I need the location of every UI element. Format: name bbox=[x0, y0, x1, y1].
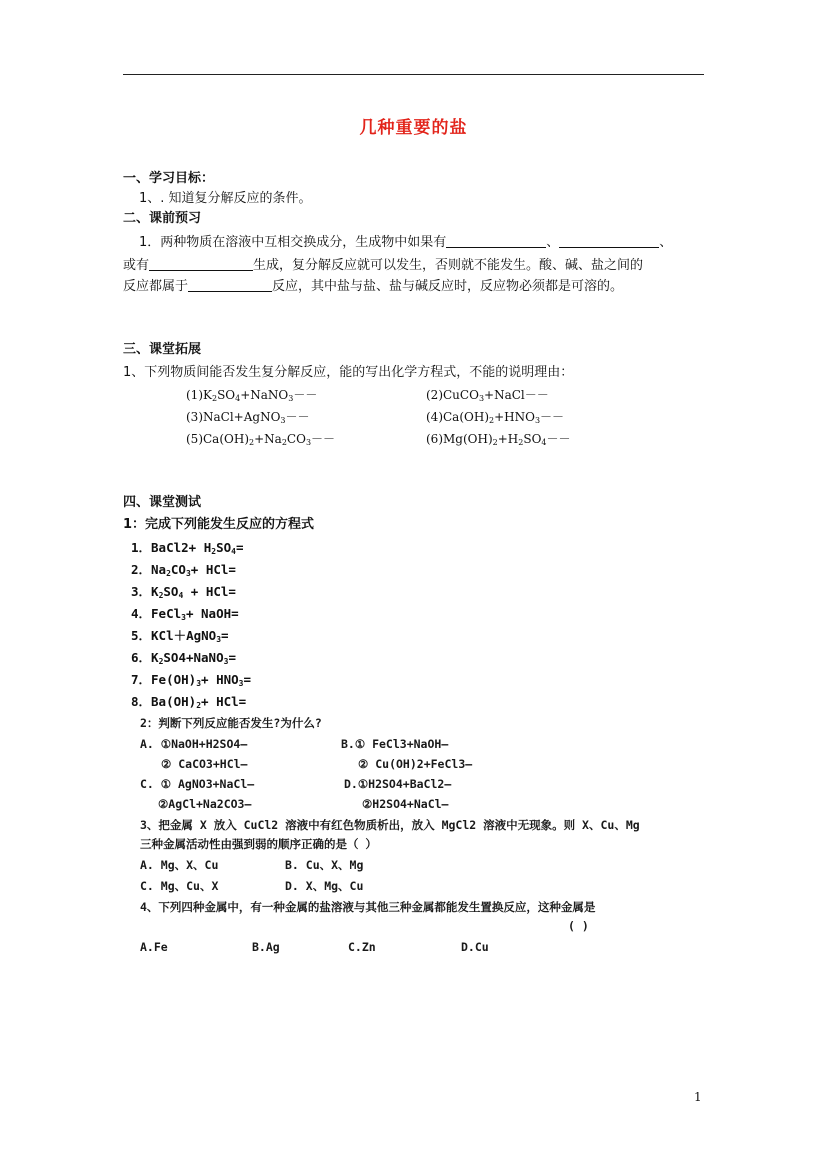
fill-blank[interactable] bbox=[188, 277, 272, 292]
subscript: 2 bbox=[158, 591, 164, 600]
formula-part: －－ bbox=[311, 432, 336, 446]
reaction-6 bbox=[426, 430, 571, 448]
fill-blank[interactable] bbox=[446, 233, 546, 248]
formula-part: = bbox=[243, 672, 252, 687]
section-heading-extension: 三、课堂拓展 bbox=[123, 342, 202, 357]
question-4-line-1: 4、下列四种金属中，有一种金属的盐溶液与其他三种金属都能发生置换反应，这种金属是 bbox=[140, 900, 596, 914]
reaction-3 bbox=[186, 408, 310, 426]
subscript: 2 bbox=[211, 547, 217, 556]
subscript: 3 bbox=[223, 657, 229, 666]
formula-part: －－ bbox=[546, 432, 571, 446]
question-2-title: 2：判断下列反应能否发生?为什么? bbox=[140, 716, 322, 730]
q4-option-c: C.Zn bbox=[348, 940, 376, 954]
q2-option-b1: B.① FeCl3+NaOH— bbox=[341, 737, 449, 751]
formula-part: + NaOH= bbox=[185, 606, 239, 621]
formula-part: 2．Na bbox=[131, 562, 167, 577]
formula-part: 3．K bbox=[131, 584, 159, 599]
subscript: 4 bbox=[178, 591, 184, 600]
formula-part: +NaCl－－ bbox=[484, 388, 549, 402]
page-number: 1 bbox=[694, 1090, 702, 1104]
preview-line-2 bbox=[123, 256, 643, 275]
subscript: 3 bbox=[196, 679, 202, 688]
formula-part: －－ bbox=[285, 410, 310, 424]
formula-part: (4)Ca(OH) bbox=[426, 410, 489, 424]
formula-part: = bbox=[221, 628, 229, 643]
section-heading-goals: 一、学习目标： bbox=[123, 171, 215, 186]
subscript: 2 bbox=[158, 657, 164, 666]
formula-part: 8．Ba(OH) bbox=[131, 694, 197, 709]
formula-part: －－ bbox=[293, 388, 318, 402]
formula-part: 5．KCl＋AgNO bbox=[131, 628, 217, 643]
formula-part: +Na bbox=[254, 432, 282, 446]
section-heading-test: 四、课堂测试 bbox=[123, 495, 202, 510]
question-3-line-1: 3、把金属 X 放入 CuCl2 溶液中有红色物质析出，放入 MgCl2 溶液中无现象。则 X、Cu、Mg bbox=[140, 818, 640, 832]
formula-part: (5)Ca(OH) bbox=[186, 432, 249, 446]
q3-option-c: C. Mg、Cu、X bbox=[140, 879, 219, 893]
formula-part: +H bbox=[497, 432, 519, 446]
section-heading-preview: 二、课前预习 bbox=[123, 211, 202, 226]
formula-part: －－ bbox=[540, 410, 565, 424]
formula-part: 6．K bbox=[131, 650, 159, 665]
subscript: 2 bbox=[166, 569, 171, 578]
equation-7 bbox=[131, 671, 251, 689]
subscript: 3 bbox=[478, 394, 485, 403]
q2-option-d1: D.①H2SO4+BaCl2— bbox=[344, 777, 452, 791]
question-4-answer-paren: ( ) bbox=[568, 919, 589, 933]
equation-5 bbox=[131, 627, 229, 645]
q2-option-c1: C. ① AgNO3+NaCl— bbox=[140, 777, 255, 791]
subscript: 3 bbox=[216, 635, 222, 644]
preview-text: 或有 bbox=[123, 258, 150, 273]
subscript: 2 bbox=[518, 438, 524, 447]
subscript: 4 bbox=[231, 547, 236, 556]
q4-option-a: A.Fe bbox=[140, 940, 168, 954]
page-title: 几种重要的盐 bbox=[359, 118, 468, 138]
q4-option-b: B.Ag bbox=[252, 940, 280, 954]
subscript: 2 bbox=[196, 701, 202, 710]
subscript: 2 bbox=[249, 438, 255, 447]
equation-2 bbox=[131, 561, 236, 579]
q2-option-a2: ② CaCO3+HCl— bbox=[161, 757, 248, 771]
subscript: 3 bbox=[238, 679, 244, 688]
equation-3 bbox=[131, 583, 236, 601]
formula-part: SO bbox=[217, 388, 236, 402]
equation-4 bbox=[131, 605, 239, 623]
formula-part: (3)NaCl+AgNO bbox=[186, 410, 281, 424]
formula-part: + HCl= bbox=[183, 584, 236, 599]
reaction-5 bbox=[186, 430, 335, 448]
formula-part: SO bbox=[523, 432, 542, 446]
preview-line-1 bbox=[139, 233, 672, 252]
subscript: 3 bbox=[305, 438, 312, 447]
formula-part: + HCl= bbox=[201, 694, 247, 709]
formula-part: +HNO bbox=[494, 410, 535, 424]
formula-part: (1)K bbox=[186, 388, 212, 402]
preview-text: 生成，复分解反应就可以发生，否则就不能发生。酸、碱、盐之间的 bbox=[253, 258, 644, 273]
subscript: 3 bbox=[181, 613, 186, 622]
subscript: 3 bbox=[185, 569, 191, 578]
formula-part: 4．FeCl bbox=[131, 606, 182, 621]
fill-blank[interactable] bbox=[149, 256, 253, 271]
preview-text: 反应，其中盐与盐、盐与碱反应时，反应物必须都是可溶的。 bbox=[272, 279, 624, 294]
reaction-1 bbox=[186, 386, 317, 404]
q3-option-d: D. X、Mg、Cu bbox=[285, 879, 364, 893]
subscript: 3 bbox=[534, 416, 541, 425]
formula-part: = bbox=[235, 540, 244, 555]
q3-option-b: B. Cu、X、Mg bbox=[285, 858, 364, 872]
subscript: 4 bbox=[541, 438, 547, 447]
formula-part: SO bbox=[163, 584, 179, 599]
equation-6 bbox=[131, 649, 236, 667]
subscript: 3 bbox=[288, 394, 294, 403]
formula-part: SO bbox=[216, 540, 232, 555]
formula-part: = bbox=[228, 650, 236, 665]
preview-text: 1．两种物质在溶液中互相交换成分，生成物中如果有 bbox=[139, 235, 447, 250]
reaction-2 bbox=[426, 386, 549, 404]
q2-option-a1: A. ①NaOH+H2SO4— bbox=[140, 737, 248, 751]
subscript: 2 bbox=[281, 438, 287, 447]
goal-item: 1、. 知道复分解反应的条件。 bbox=[139, 191, 312, 206]
formula-part: + HNO bbox=[201, 672, 239, 687]
formula-part: + HCl= bbox=[190, 562, 236, 577]
subscript: 2 bbox=[489, 416, 495, 425]
fill-blank[interactable] bbox=[559, 233, 659, 248]
formula-part: (6)Mg(OH) bbox=[426, 432, 493, 446]
question-1-title: 1：完成下列能发生反应的方程式 bbox=[123, 517, 315, 532]
equation-8 bbox=[131, 693, 246, 711]
formula-part: 7．Fe(OH) bbox=[131, 672, 197, 687]
q2-option-d2: ②H2SO4+NaCl— bbox=[362, 797, 449, 811]
subscript: 2 bbox=[492, 438, 498, 447]
subscript: 2 bbox=[211, 394, 218, 403]
subscript: 4 bbox=[235, 394, 241, 403]
preview-text: 反应都属于 bbox=[123, 279, 189, 294]
formula-part: 1．BaCl2+ H bbox=[131, 540, 212, 555]
equation-1 bbox=[131, 539, 243, 557]
preview-text: 、 bbox=[546, 235, 560, 250]
q2-option-b2: ② Cu(OH)2+FeCl3— bbox=[358, 757, 473, 771]
formula-part: CO bbox=[170, 562, 186, 577]
reaction-4 bbox=[426, 408, 564, 426]
q3-option-a: A. Mg、X、Cu bbox=[140, 858, 219, 872]
q2-option-c2: ②AgCl+Na2CO3— bbox=[158, 797, 252, 811]
question-3-line-2: 三种金属活动性由强到弱的顺序正确的是（ ） bbox=[140, 837, 377, 851]
preview-text: 、 bbox=[659, 235, 673, 250]
formula-part: SO4+NaNO bbox=[163, 650, 224, 665]
formula-part: (2)CuCO bbox=[426, 388, 479, 402]
extension-intro: 1、下列物质间能否发生复分解反应，能的写出化学方程式，不能的说明理由： bbox=[123, 365, 574, 380]
subscript: 3 bbox=[280, 416, 286, 425]
q4-option-d: D.Cu bbox=[461, 940, 489, 954]
formula-part: +NaNO bbox=[240, 388, 289, 402]
formula-part: CO bbox=[286, 432, 306, 446]
preview-line-3 bbox=[123, 277, 623, 296]
header-rule bbox=[123, 74, 704, 75]
